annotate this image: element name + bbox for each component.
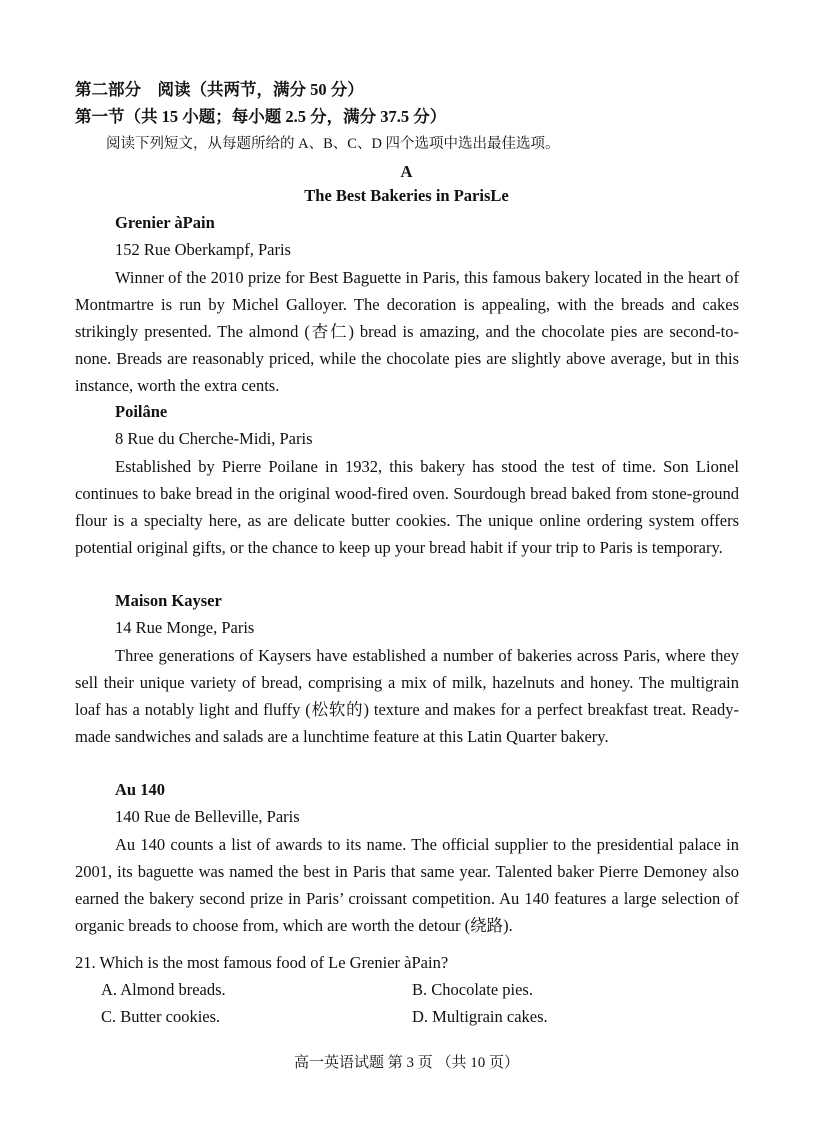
option-c: C. Butter cookies. — [101, 1007, 221, 1026]
bakery-name: Poilâne — [115, 402, 168, 421]
question-stem: 21. Which is the most famous food of Le Grenier àPain? — [75, 953, 449, 972]
bakery-description: Winner of the 2010 prize for Best Baguette in Paris, this famous bakery located in the heart of Montmartre is run by Michel Galloyer. The decoration is appealing, with the breads and cakes strikingly presented. The almond (杏仁) bread is amazing, and the chocolate pies are second-to-none. Breads are reasonably priced, while the chocolate pies are slightly above average, but in this instance, worth the extra cents. — [75, 268, 739, 395]
bakery-address: 14 Rue Monge, Paris — [115, 618, 255, 637]
bakery-description: Au 140 counts a list of awards to its name. The official supplier to the presidential palace in 2001, its baguette was named the best in Paris that same year. Talented baker Pierre Demoney also earned the bakery second prize in Paris’ croissant competition. Au 140 features a large selection of organic breads to choose from, which are worth the detour (绕路). — [75, 835, 739, 935]
bakery-address: 140 Rue de Belleville, Paris — [115, 807, 300, 826]
bakery-address: 8 Rue du Cherche-Midi, Paris — [115, 429, 313, 448]
part-title: 第二部分 阅读（共两节，满分 50 分） — [75, 80, 364, 99]
option-a: A. Almond breads. — [101, 980, 226, 999]
bakery-name: Grenier àPain — [115, 213, 215, 232]
page-footer: 高一英语试题 第 3 页 （共 10 页） — [293, 1055, 519, 1071]
passage-label: A — [400, 162, 413, 181]
instruction: 阅读下列短文，从每题所给的 A、B、C、D 四个选项中选出最佳选项。 — [106, 136, 560, 152]
passage-title: The Best Bakeries in ParisLe — [304, 186, 509, 205]
bakery-description: Established by Pierre Poilane in 1932, this bakery has stood the test of time. Son Lionel continues to bake bread in the original wood-fired oven. Sourdough bread baked from stone-ground flour is a specialty here, as are delicate butter cookies. The unique online ordering system offers potential original gifts, or the chance to keep up your bread habit if your trip to Paris is temporary. — [75, 457, 739, 557]
bakery-name: Maison Kayser — [115, 591, 222, 610]
option-b: B. Chocolate pies. — [412, 980, 533, 999]
option-d: D. Multigrain cakes. — [412, 1007, 548, 1026]
section-title: 第一节（共 15 小题；每小题 2.5 分，满分 37.5 分） — [75, 107, 447, 126]
bakery-address: 152 Rue Oberkampf, Paris — [115, 240, 291, 259]
bakery-name: Au 140 — [115, 780, 165, 799]
bakery-description: Three generations of Kaysers have established a number of bakeries across Paris, where they sell their unique variety of bread, comprising a mix of milk, hazelnuts and honey. The multigrain loaf has a notably light and fluffy (松软的) texture and makes for a perfect breakfast treat. Ready-made sandwiches and salads are a lunchtime feature at this Latin Quarter bakery. — [75, 646, 739, 746]
